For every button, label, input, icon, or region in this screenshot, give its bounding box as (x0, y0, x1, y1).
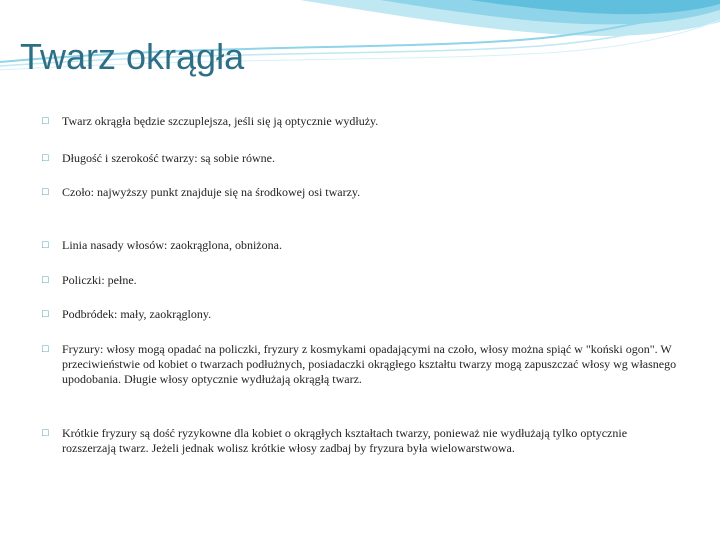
bullet-item (42, 273, 682, 288)
hollow-square-bullet-icon: □ (42, 152, 49, 164)
hollow-square-bullet-icon: □ (42, 308, 49, 320)
bullet-text: Podbródek: mały, zaokrąglony. (62, 307, 212, 321)
bullet-item (42, 238, 682, 253)
bullet-text: Fryzury: włosy mogą opadać na policzki, fryzury z kosmykami opadającymi na czoło, włosy można spiąć w "koński ogon". W przeciwieństwie od kobiet o twarzach podłużnych, posiadaczki okrągłego kształtu twarzy mogą zapuszczać włosy wg własnego upodobania. Długie włosy optycznie wydłużają okrągłą twarz. (62, 342, 677, 386)
bullet-text: Krótkie fryzury są dość ryzykowne dla kobiet o okrągłych kształtach twarzy, ponieważ nie wydłużają tylko optycznie rozszerzają twarz. Jeżeli jednak wolisz krótkie włosy zadbaj by fryzura była wielowarstwowa. (62, 426, 628, 455)
slide-title: Twarz okrągła (20, 36, 245, 77)
bullet-text: Długość i szerokość twarzy: są sobie równe. (62, 151, 275, 165)
bullet-item (42, 114, 682, 129)
bullet-text: Linia nasady włosów: zaokrąglona, obniżona. (62, 238, 282, 252)
hollow-square-bullet-icon: □ (42, 239, 49, 251)
bullet-item (42, 342, 682, 387)
hollow-square-bullet-icon: □ (42, 115, 49, 127)
bullet-item (42, 307, 682, 322)
bullet-item (42, 426, 682, 456)
bullet-text: Policzki: pełne. (62, 273, 137, 287)
hollow-square-bullet-icon: □ (42, 343, 49, 355)
bullet-item (42, 151, 682, 166)
bullet-text: Czoło: najwyższy punkt znajduje się na środkowej osi twarzy. (62, 185, 361, 199)
bullet-text: Twarz okrągła będzie szczuplejsza, jeśli się ją optycznie wydłuży. (62, 114, 379, 128)
bullet-item (42, 185, 682, 200)
hollow-square-bullet-icon: □ (42, 274, 49, 286)
hollow-square-bullet-icon: □ (42, 427, 49, 439)
hollow-square-bullet-icon: □ (42, 186, 49, 198)
